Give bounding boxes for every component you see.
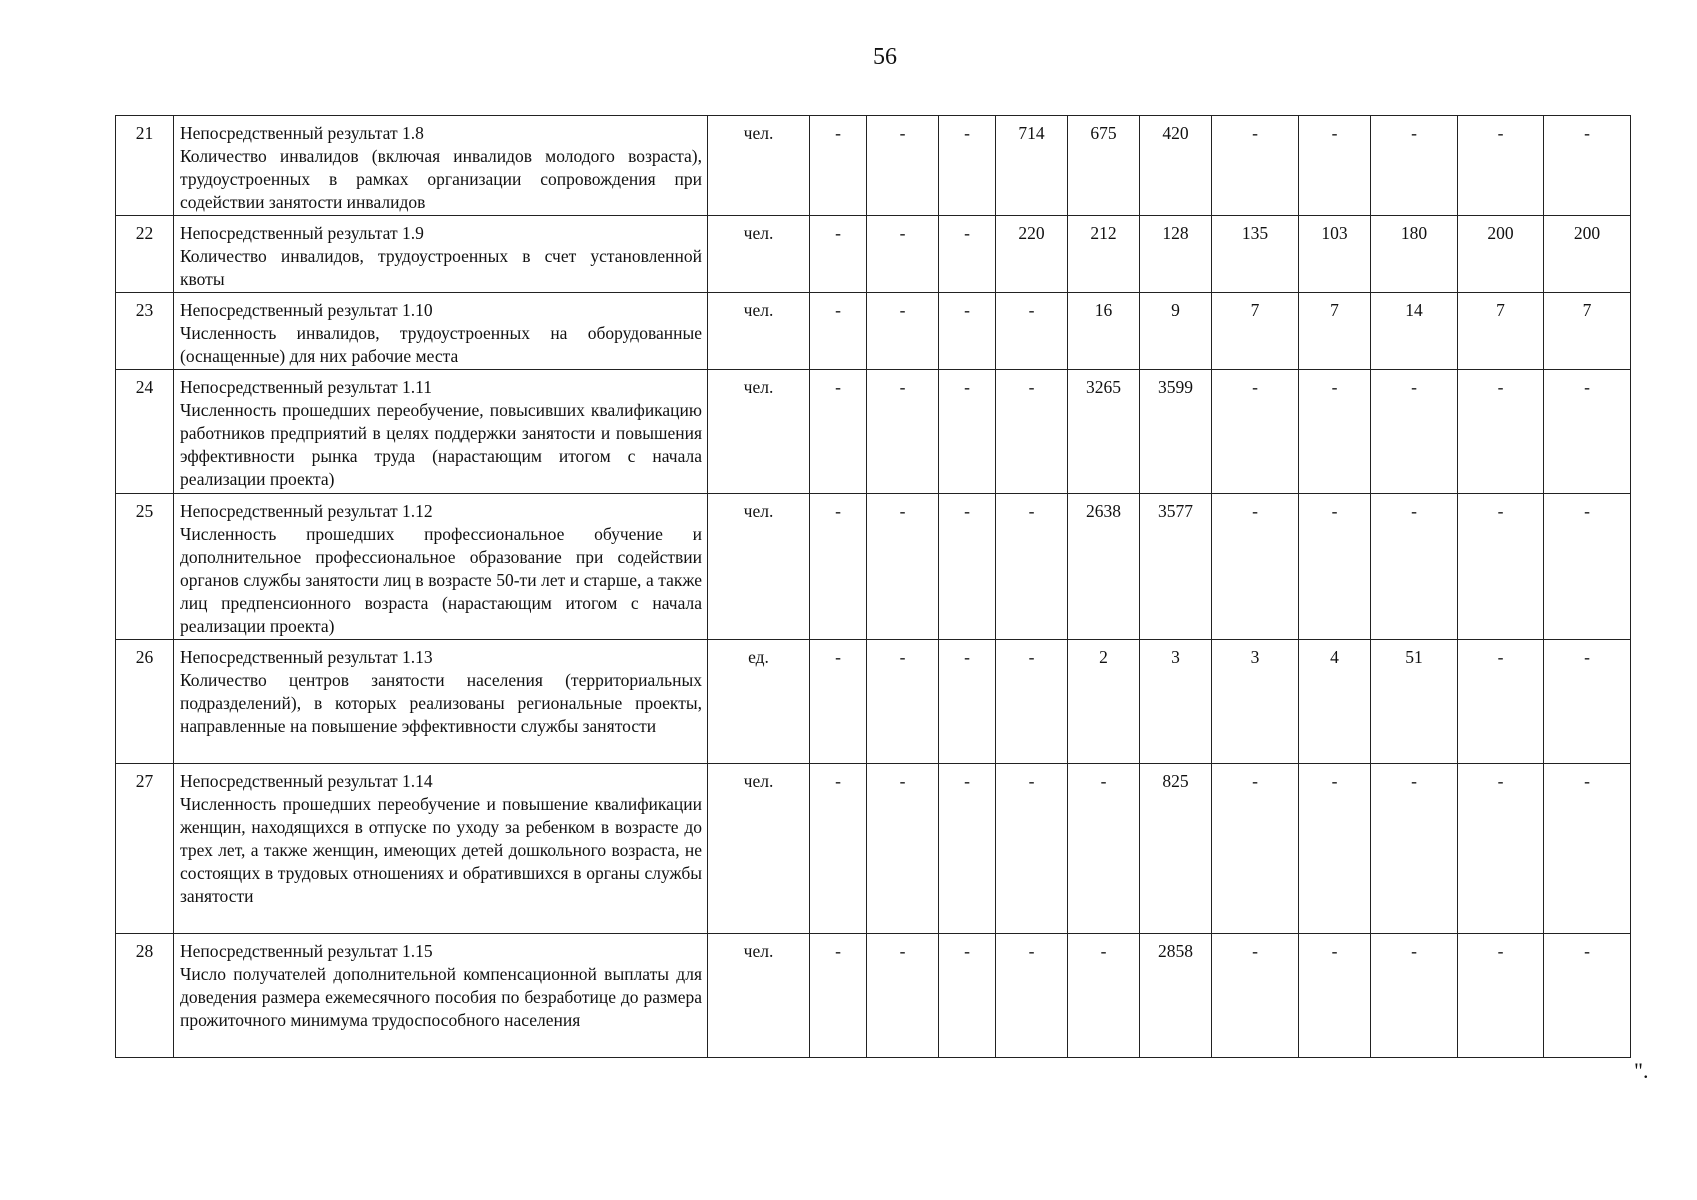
value-cell: 9 xyxy=(1140,293,1212,370)
value-cell: - xyxy=(867,934,939,1058)
value-cell: - xyxy=(867,640,939,764)
value-cell: - xyxy=(1068,764,1140,934)
row-number-cell: 28 xyxy=(116,934,174,1058)
table-row xyxy=(116,494,1631,640)
value-cell: - xyxy=(939,640,996,764)
value-cell: - xyxy=(1544,934,1631,1058)
value-cell: 420 xyxy=(1140,116,1212,216)
value-cell: - xyxy=(1371,934,1458,1058)
description-cell xyxy=(174,216,708,293)
value-cell: - xyxy=(1544,494,1631,640)
value-cell: - xyxy=(939,764,996,934)
value-cell: - xyxy=(1299,370,1371,494)
value-cell: - xyxy=(810,934,867,1058)
value-cell: - xyxy=(867,494,939,640)
value-cell: 2 xyxy=(1068,640,1140,764)
value-cell: - xyxy=(1544,764,1631,934)
result-description: Количество центров занятости населения (территориальных подразделений), в которых реализованы региональные проекты, направленные на повышение эффективности службы занятости xyxy=(180,670,702,736)
value-cell: - xyxy=(1299,764,1371,934)
value-cell: 825 xyxy=(1140,764,1212,934)
value-cell: - xyxy=(996,640,1068,764)
value-cell: 128 xyxy=(1140,216,1212,293)
result-title: Непосредственный результат 1.13 xyxy=(180,647,433,667)
value-cell: - xyxy=(867,216,939,293)
value-cell: - xyxy=(1212,116,1299,216)
value-cell: - xyxy=(867,764,939,934)
value-cell: - xyxy=(1458,494,1544,640)
value-cell: 180 xyxy=(1371,216,1458,293)
value-cell: 714 xyxy=(996,116,1068,216)
unit-cell: ед. xyxy=(708,640,810,764)
unit-cell: чел. xyxy=(708,764,810,934)
value-cell: - xyxy=(1544,370,1631,494)
value-cell: - xyxy=(939,293,996,370)
value-cell: 3 xyxy=(1212,640,1299,764)
value-cell: - xyxy=(1371,116,1458,216)
unit-cell: чел. xyxy=(708,216,810,293)
value-cell: - xyxy=(1212,370,1299,494)
value-cell: 7 xyxy=(1212,293,1299,370)
result-description: Численность инвалидов, трудоустроенных на оборудованные (оснащенные) для них рабочие места xyxy=(180,323,702,366)
row-number-cell: 26 xyxy=(116,640,174,764)
value-cell: - xyxy=(810,764,867,934)
value-cell: - xyxy=(1458,116,1544,216)
value-cell: - xyxy=(1299,494,1371,640)
page-number: 56 xyxy=(873,44,897,70)
value-cell: - xyxy=(939,116,996,216)
table-row xyxy=(116,764,1631,934)
value-cell: 3599 xyxy=(1140,370,1212,494)
description-cell xyxy=(174,640,708,764)
unit-cell: чел. xyxy=(708,934,810,1058)
value-cell: 675 xyxy=(1068,116,1140,216)
description-cell xyxy=(174,934,708,1058)
result-title: Непосредственный результат 1.14 xyxy=(180,771,433,791)
value-cell: 7 xyxy=(1458,293,1544,370)
value-cell: - xyxy=(939,370,996,494)
result-description: Численность прошедших переобучение, повысивших квалификацию работников предприятий в целях поддержки занятости и повышения эффективности рынка труда (нарастающим итогом с начала реализации проекта) xyxy=(180,400,702,489)
result-description: Численность прошедших переобучение и повышение квалификации женщин, находящихся в отпуске по уходу за ребенком в возрасте до трех лет, а также женщин, имеющих детей дошкольного возраста, не состоящих в трудовых отношениях и обратившихся в органы службы занятости xyxy=(180,794,702,906)
value-cell: 7 xyxy=(1544,293,1631,370)
value-cell: - xyxy=(1458,640,1544,764)
value-cell: - xyxy=(939,216,996,293)
value-cell: - xyxy=(939,494,996,640)
row-number-cell: 23 xyxy=(116,293,174,370)
result-description: Число получателей дополнительной компенсационной выплаты для доведения размера ежемесячного пособия по безработице до размера прожиточного минимума трудоспособного населения xyxy=(180,964,702,1030)
value-cell: - xyxy=(1068,934,1140,1058)
value-cell: - xyxy=(810,494,867,640)
value-cell: - xyxy=(1371,764,1458,934)
description-cell xyxy=(174,494,708,640)
value-cell: 3265 xyxy=(1068,370,1140,494)
value-cell: - xyxy=(810,116,867,216)
unit-cell: чел. xyxy=(708,116,810,216)
result-title: Непосредственный результат 1.11 xyxy=(180,377,432,397)
closing-quote-mark: ". xyxy=(1634,1058,1649,1083)
row-number-cell: 27 xyxy=(116,764,174,934)
result-title: Непосредственный результат 1.12 xyxy=(180,501,433,521)
value-cell: - xyxy=(1212,764,1299,934)
row-number-cell: 25 xyxy=(116,494,174,640)
value-cell: - xyxy=(996,293,1068,370)
description-cell xyxy=(174,764,708,934)
unit-cell: чел. xyxy=(708,494,810,640)
value-cell: 2858 xyxy=(1140,934,1212,1058)
value-cell: 103 xyxy=(1299,216,1371,293)
value-cell: - xyxy=(996,494,1068,640)
table-row xyxy=(116,216,1631,293)
table-row xyxy=(116,370,1631,494)
description-cell xyxy=(174,370,708,494)
unit-cell: чел. xyxy=(708,293,810,370)
value-cell: 14 xyxy=(1371,293,1458,370)
value-cell: - xyxy=(810,216,867,293)
value-cell: - xyxy=(1458,764,1544,934)
value-cell: - xyxy=(1212,494,1299,640)
value-cell: 16 xyxy=(1068,293,1140,370)
result-description: Численность прошедших профессиональное обучение и дополнительное профессиональное образование при содействии органов службы занятости лиц в возрасте 50-ти лет и старше, а также лиц предпенсионного возраста (нарастающим итогом с начала реализации проекта) xyxy=(180,524,702,636)
value-cell: - xyxy=(1371,370,1458,494)
unit-cell: чел. xyxy=(708,370,810,494)
value-cell: 135 xyxy=(1212,216,1299,293)
value-cell: - xyxy=(996,370,1068,494)
value-cell: - xyxy=(1458,934,1544,1058)
result-title: Непосредственный результат 1.8 xyxy=(180,123,424,143)
value-cell: - xyxy=(1458,370,1544,494)
table-row xyxy=(116,640,1631,764)
value-cell: 220 xyxy=(996,216,1068,293)
value-cell: - xyxy=(810,370,867,494)
result-title: Непосредственный результат 1.15 xyxy=(180,941,433,961)
value-cell: - xyxy=(867,116,939,216)
value-cell: - xyxy=(996,934,1068,1058)
value-cell: 200 xyxy=(1544,216,1631,293)
value-cell: 3 xyxy=(1140,640,1212,764)
description-cell xyxy=(174,116,708,216)
row-number-cell: 24 xyxy=(116,370,174,494)
result-title: Непосредственный результат 1.10 xyxy=(180,300,433,320)
value-cell: - xyxy=(1544,640,1631,764)
value-cell: - xyxy=(1212,934,1299,1058)
value-cell: - xyxy=(1371,494,1458,640)
table-row xyxy=(116,934,1631,1058)
value-cell: - xyxy=(1299,934,1371,1058)
value-cell: 7 xyxy=(1299,293,1371,370)
value-cell: 51 xyxy=(1371,640,1458,764)
value-cell: 2638 xyxy=(1068,494,1140,640)
table-row xyxy=(116,116,1631,216)
value-cell: - xyxy=(996,764,1068,934)
value-cell: 4 xyxy=(1299,640,1371,764)
value-cell: 200 xyxy=(1458,216,1544,293)
description-cell xyxy=(174,293,708,370)
result-title: Непосредственный результат 1.9 xyxy=(180,223,424,243)
table-row xyxy=(116,293,1631,370)
value-cell: - xyxy=(1299,116,1371,216)
value-cell: - xyxy=(867,370,939,494)
value-cell: 212 xyxy=(1068,216,1140,293)
value-cell: - xyxy=(939,934,996,1058)
value-cell: - xyxy=(867,293,939,370)
row-number-cell: 22 xyxy=(116,216,174,293)
value-cell: 3577 xyxy=(1140,494,1212,640)
row-number-cell: 21 xyxy=(116,116,174,216)
value-cell: - xyxy=(1544,116,1631,216)
value-cell: - xyxy=(810,293,867,370)
value-cell: - xyxy=(810,640,867,764)
result-description: Количество инвалидов, трудоустроенных в счет установленной квоты xyxy=(180,246,702,289)
result-description: Количество инвалидов (включая инвалидов молодого возраста), трудоустроенных в рамках организации сопровождения при содействии занятости инвалидов xyxy=(180,146,702,212)
indicators-table xyxy=(115,115,1631,1058)
